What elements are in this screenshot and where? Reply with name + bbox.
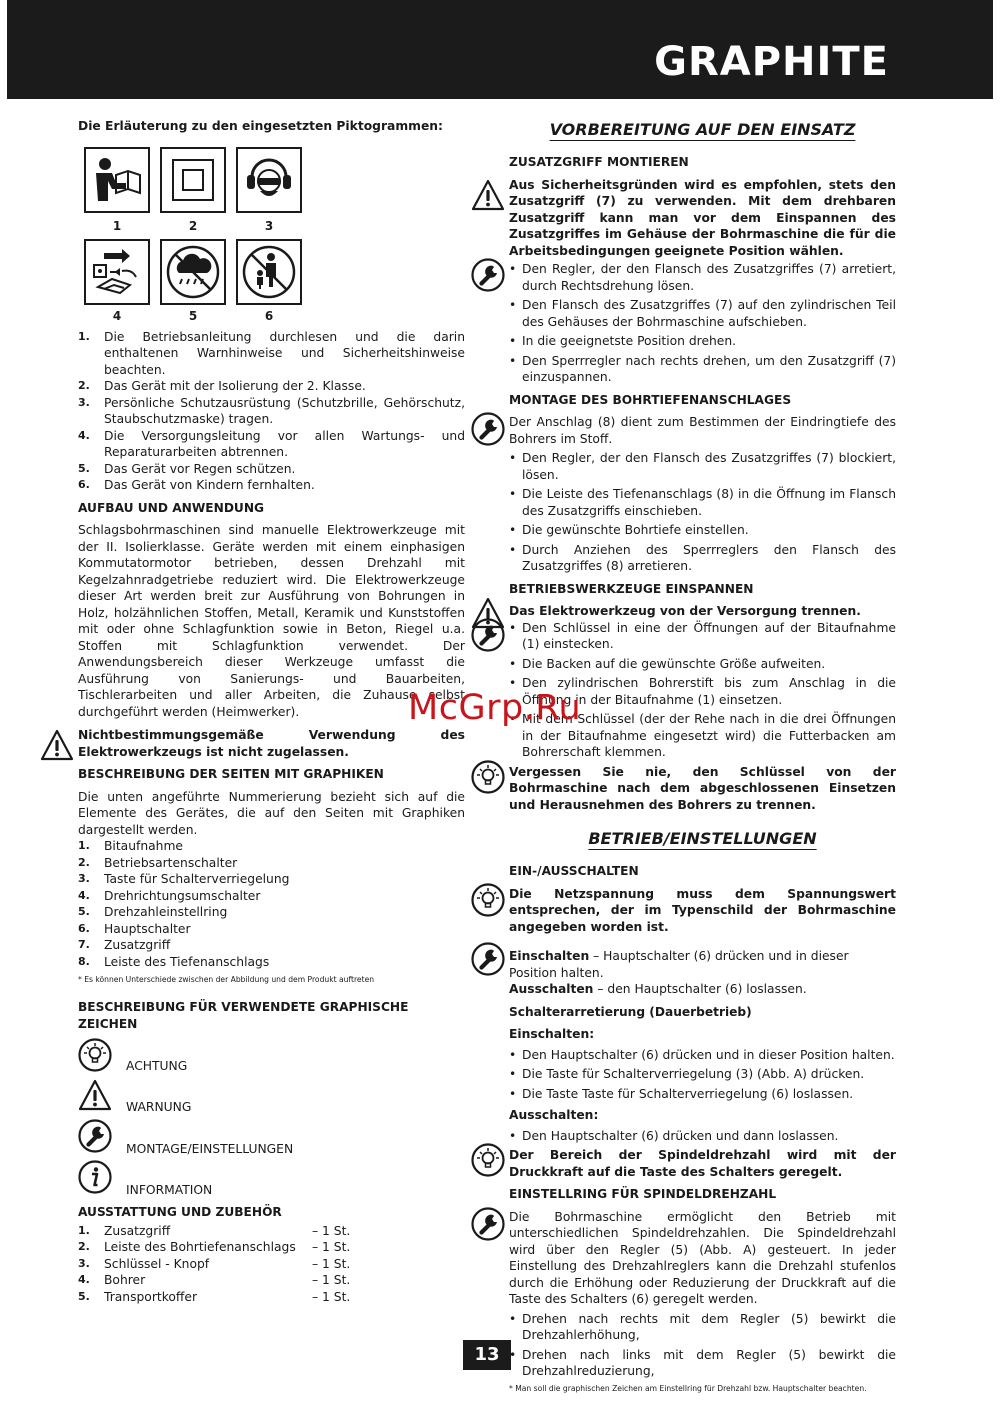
wrench-icon — [78, 1119, 112, 1153]
picto-label-1: 1 — [112, 218, 122, 233]
einstellring-steps: Die Bohrmaschine ermöglicht den Betrieb mit unterschiedlichen Spindeldrehzahlen. Die Spindeldrehzahl wird über den Regler (5) (Abb. A) gesteuert. In jeder Einstellung des Drehzahlreglers kann die Drehzahl stufenlos durch die Erhöhung oder Reduzierung der Druckkraft auf die Taste des Schalters (6) geregelt werden. • Drehen nach rechts mit dem Regler (5) bewirkt die Drehzahlerhöhung, • Drehen nach links mit dem Regler (5) bewirkt die Drehzahlreduzierung, — [509, 1209, 896, 1380]
schluessel-note: Vergessen Sie nie, den Schlüssel von der Bohrmaschine nach dem abgeschlossenen Einsetzen und Herausnehmen des Bohrers zu trennen. — [509, 764, 896, 814]
picto-explanations — [78, 329, 465, 494]
list-item: 4. Drehrichtungsumschalter — [78, 888, 261, 903]
graphite-logo: GRAPHITE — [654, 39, 889, 85]
page-number: 13 — [463, 1340, 511, 1370]
list-item: • Die Leiste des Tiefenanschlags (8) in die Öffnung im Flansch des Zusatzgriffs einschieben. — [509, 486, 896, 519]
wrench-icon — [471, 412, 505, 446]
ein-aus-steps: Einschalten – Hauptschalter (6) drücken und in dieser Position halten. Ausschalten – den Hauptschalter (6) loslassen. — [509, 948, 896, 998]
list-item: 1. Bitaufnahme — [78, 839, 183, 853]
picto-title: Die Erläuterung zu den eingesetzten Piktogrammen: — [78, 119, 443, 133]
list-item: 5. Drehzahleinstellring — [78, 905, 228, 919]
info-icon — [78, 1160, 112, 1194]
einschalten-list — [509, 1047, 896, 1103]
list-item: • Drehen nach links mit dem Regler (5) bewirkt die Drehzahlreduzierung, — [509, 1347, 896, 1380]
netzspannung-note: Die Netzspannung muss dem Spannungswert entsprechen, der im Typenschild der Bohrmaschine angegeben worden ist. — [509, 886, 896, 936]
read-manual-icon — [84, 147, 150, 213]
einstellring-note: * Man soll die graphischen Zeichen am Einstellring für Drehzahl bzw. Hauptschalter beachten. — [509, 1383, 867, 1393]
bulb-icon — [471, 1143, 505, 1177]
section-title-betrieb: BETRIEB/EINSTELLUNGEN — [588, 829, 817, 848]
betriebswerkzeuge-warning: Das Elektrowerkzeug von der Versorgung trennen. — [509, 603, 896, 620]
list-item: • Die Taste für Schalterverriegelung (3) (Abb. A) drücken. — [509, 1066, 896, 1083]
picto-labels-row-2 — [84, 305, 465, 325]
warning-icon — [40, 729, 74, 761]
list-item: • Die Backen auf die gewünschte Größe aufweiten. — [509, 656, 896, 673]
page-header — [7, 0, 993, 99]
list-item: 2. Betriebsartenschalter — [78, 855, 238, 870]
unplug-icon — [84, 239, 150, 305]
list-item: 2. Leiste des Bohrtiefenanschlags – 1 St. — [78, 1240, 351, 1254]
zusatzgriff-heading: ZUSATZGRIFF MONTIEREN — [509, 155, 689, 169]
list-item: 8. Leiste des Tiefenanschlags — [78, 954, 270, 969]
wrench-icon — [471, 618, 505, 652]
list-item: 5. Das Gerät vor Regen schützen. — [78, 461, 296, 476]
section-title-vorbereitung: VORBEREITUNG AUF DEN EINSATZ — [549, 120, 856, 139]
beschreibung-text: Die unten angeführte Nummerierung bezieht sich auf die Elemente des Gerätes, die auf den Seiten mit Graphiken dargestellt werden. — [78, 789, 465, 837]
aufbau-heading: AUFBAU UND ANWENDUNG — [78, 500, 265, 515]
list-item: 1. Die Betriebsanleitung durchlesen und die darin enthaltenen Warnhinweise und Sicherheitshinweise beachten. — [78, 329, 465, 377]
einschalten-label: Einschalten: — [509, 1027, 595, 1041]
double-insulation-icon — [160, 147, 226, 213]
warning-icon — [78, 1079, 112, 1111]
ein-aus-heading: EIN-/AUSSCHALTEN — [509, 864, 639, 878]
ausschalten-list — [509, 1128, 896, 1145]
list-item: • Mit dem Schlüssel (der der Rehe nach in die drei Öffnungen in der Bitaufnahme eingesetzt wird) die Futterbacken am Bohrerschaft klemmen. — [509, 711, 896, 761]
equipment-heading: AUSSTATTUNG UND ZUBEHÖR — [78, 1205, 282, 1219]
symbol-warnung: WARNUNG — [78, 1079, 465, 1119]
zusatzgriff-warning: Aus Sicherheitsgründen wird es empfohlen, stets den Zusatzgriff (7) zu verwenden. Mit dem drehbaren Zusatzgriff kann man vor dem Einspannen des Zusatzgriffes im Gehäuse der Bohrmaschine die für die Arbeitsbedingungen geeignete Position wählen. — [509, 177, 896, 260]
protective-equipment-icon — [236, 147, 302, 213]
list-item: • Den Hauptschalter (6) drücken und in dieser Position halten. — [509, 1047, 896, 1064]
beschreibung-heading: BESCHREIBUNG DER SEITEN MIT GRAPHIKEN — [78, 767, 384, 781]
list-item: • Die Taste Taste für Schalterverriegelung (6) loslassen. — [509, 1086, 896, 1103]
symbol-montage: MONTAGE/EINSTELLUNGEN — [78, 1119, 465, 1160]
wrench-icon — [471, 942, 505, 976]
list-item: • Den Schlüssel in eine der Öffnungen auf der Bitaufnahme (1) einstecken. — [509, 620, 896, 653]
list-item: • Den zylindrischen Bohrerstift bis zum Anschlag in die Öffnung in der Bitaufnahme (1) einsetzen. — [509, 675, 896, 708]
list-item: • Den Flansch des Zusatzgriffes (7) auf den zylindrischen Teil des Gehäuses der Bohrmaschine aufschieben. — [509, 297, 896, 330]
bulb-icon — [471, 760, 505, 794]
list-item: 6. Das Gerät von Kindern fernhalten. — [78, 478, 315, 492]
list-item: 4. Bohrer – 1 St. — [78, 1273, 351, 1287]
pictogram-grid — [84, 147, 465, 213]
list-item: 1. Zusatzgriff – 1 St. — [78, 1223, 351, 1238]
symbols-heading: BESCHREIBUNG FÜR VERWENDETE GRAPHISCHE ZEICHEN — [78, 1000, 409, 1031]
symbol-info: INFORMATION — [78, 1160, 465, 1200]
list-item: 3. Taste für Schalterverriegelung — [78, 872, 290, 886]
list-item: • Den Regler, der den Flansch des Zusatzgriffes (7) arretiert, durch Rechtsdrehung lösen. — [509, 261, 896, 294]
ausschalten-label: Ausschalten: — [509, 1108, 599, 1122]
right-column — [509, 118, 896, 1400]
watermark: McGrp.Ru — [408, 688, 582, 728]
warning-icon — [471, 179, 505, 211]
betriebswerkzeuge-heading: BETRIEBSWERKZEUGE EINSPANNEN — [509, 581, 754, 596]
spindel-note: Der Bereich der Spindeldrehzahl wird mit der Druckkraft auf die Taste des Schalters geregelt. — [509, 1147, 896, 1180]
montage-heading: MONTAGE DES BOHRTIEFENANSCHLAGES — [509, 392, 792, 407]
list-item: • Den Regler, der den Flansch des Zusatzgriffes (7) blockiert, lösen. — [509, 450, 896, 483]
list-item: • Die gewünschte Bohrtiefe einstellen. — [509, 522, 896, 539]
symbol-achtung: ACHTUNG — [78, 1038, 465, 1079]
picto-label-2: 2 — [188, 218, 198, 233]
picto-label-5: 5 — [188, 308, 198, 323]
parts-note: * Es können Unterschiede zwischen der Abbildung und dem Produkt auftreten — [78, 975, 375, 984]
list-item: 3. Persönliche Schutzausrüstung (Schutzbrille, Gehörschutz, Staubschutzmaske) tragen. — [78, 395, 465, 426]
keep-away-children-icon — [236, 239, 302, 305]
arretierung-heading: Schalterarretierung (Dauerbetrieb) — [509, 1004, 752, 1019]
list-item: • Durch Anziehen des Sperrreglers den Flansch des Zusatzgriffes (8) arretieren. — [509, 542, 896, 575]
equipment-list — [78, 1223, 465, 1306]
list-item: 2. Das Gerät mit der Isolierung der 2. Klasse. — [78, 379, 366, 393]
montage-steps: Der Anschlag (8) dient zum Bestimmen der Eindringtiefe des Bohrers im Stoff. • Den Regler, der den Flansch des Zusatzgriffes (7) blockiert, lösen. • Die Leiste des Tiefenanschlags (8) in die Öffnung im Flansch des Zusatzgriffs einschieben. • Die gewünschte Bohrtiefe einstellen. • Durch Anziehen des Sperrreglers den Flansch des Zusatzgriffes (8) arretieren. — [509, 414, 896, 575]
list-item: • Den Sperrregler nach rechts drehen, um den Zusatzgriff (7) einzuspannen. — [509, 353, 896, 386]
picto-labels-row-1 — [84, 213, 465, 239]
picto-label-3: 3 — [264, 218, 274, 233]
pictogram-grid-2 — [84, 239, 465, 305]
list-item: 7. Zusatzgriff — [78, 938, 171, 952]
einstellring-heading: EINSTELLRING FÜR SPINDELDREHZAHL — [509, 1187, 777, 1201]
parts-list — [78, 838, 465, 970]
bulb-icon — [78, 1038, 112, 1072]
picto-label-6: 6 — [264, 308, 274, 323]
no-rain-icon — [160, 239, 226, 305]
aufbau-text: Schlagsbohrmaschinen sind manuelle Elektrowerkzeuge mit der II. Isolierklasse. Geräte werden mit einem einphasigen Kommutatormotor betrieben, dessen Drehzahl mit Kegelzahnradgetriebe reduziert wird. Die Elektrowerkzeuge dieser Art werden breit zur Ausführung von Bohrungen in Holz, holzähnlichen Stoffen, Metall, Keramik und Kunststoffen mit oder ohne Schlagfunktion sowie in Beton, Riegel u.a. Stoffen mit Schlagfunktion verwendet. Der Anwendungsbereich dieser Werkzeuge umfasst die Ausführung von Sanierungs- und Bauarbeiten, Tischlerarbeiten und aller Arbeiten, die Zuhause selbst durchgeführt werden (Heimwerker). — [78, 523, 465, 719]
list-item: 6. Hauptschalter — [78, 921, 191, 936]
picto-label-4: 4 — [112, 308, 122, 323]
list-item: 5. Transportkoffer – 1 St. — [78, 1289, 351, 1304]
misuse-warning: Nichtbestimmungsgemäße Verwendung des Elektrowerkzeugs ist nicht zugelassen. — [78, 727, 465, 760]
bulb-icon — [471, 883, 505, 917]
list-item: 3. Schlüssel - Knopf – 1 St. — [78, 1256, 351, 1271]
list-item: • In die geeignetste Position drehen. — [509, 333, 896, 350]
left-column — [78, 118, 465, 1305]
list-item: • Drehen nach rechts mit dem Regler (5) bewirkt die Drehzahlerhöhung, — [509, 1311, 896, 1344]
wrench-icon — [471, 258, 505, 292]
wrench-icon — [471, 1207, 505, 1241]
list-item: 4. Die Versorgungsleitung vor allen Wartungs- und Reparaturarbeiten abtrennen. — [78, 428, 465, 459]
list-item: • Den Hauptschalter (6) drücken und dann loslassen. — [509, 1128, 896, 1145]
zusatzgriff-steps — [509, 261, 896, 386]
